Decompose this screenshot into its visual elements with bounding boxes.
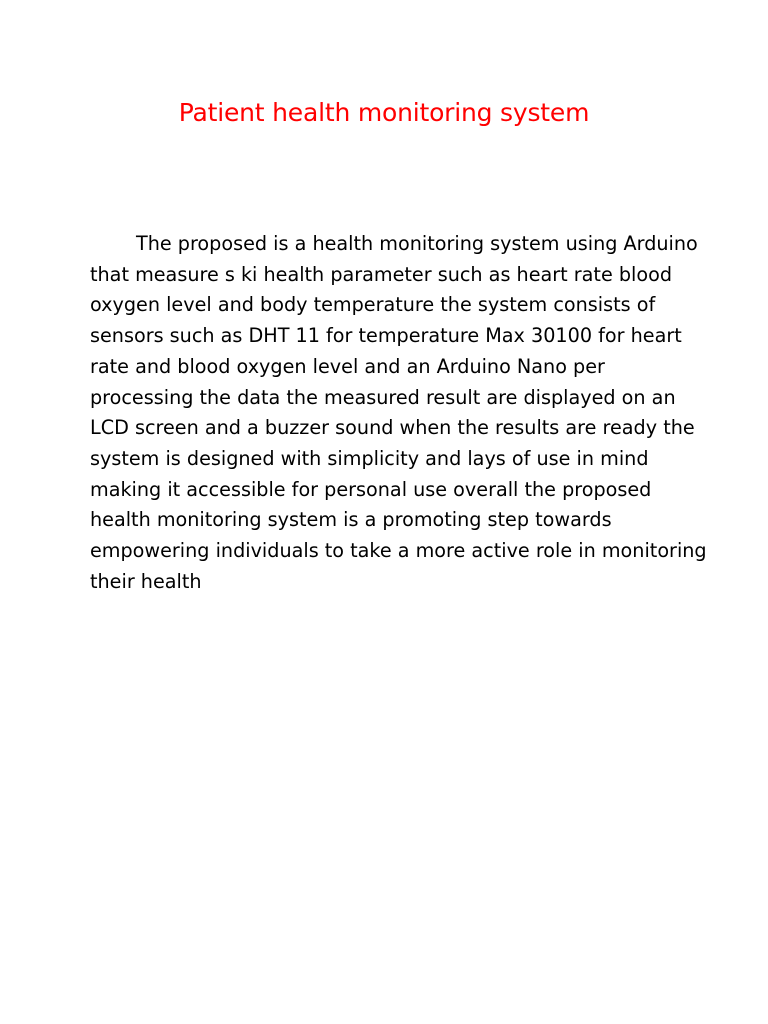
document-title: Patient health monitoring system <box>178 98 590 127</box>
body-line: making it accessible for personal use overall the proposed <box>90 477 652 501</box>
document-body-paragraph <box>90 229 707 597</box>
body-line: LCD screen and a buzzer sound when the results are ready the <box>90 416 695 440</box>
body-line: their health <box>90 569 202 593</box>
body-line: health monitoring system is a promoting step towards <box>90 508 612 532</box>
body-line: sensors such as DHT 11 for temperature Max 30100 for heart <box>90 324 682 348</box>
body-line: processing the data the measured result are displayed on an <box>90 385 676 409</box>
body-line: system is designed with simplicity and lays of use in mind <box>90 446 649 470</box>
body-line: rate and blood oxygen level and an Arduino Nano per <box>90 354 605 378</box>
body-line: that measure s ki health parameter such as heart rate blood <box>90 262 673 286</box>
body-line: empowering individuals to take a more active role in monitoring <box>90 539 707 563</box>
body-line: The proposed is a health monitoring system using Arduino <box>136 232 698 255</box>
body-line: oxygen level and body temperature the system consists of <box>90 293 656 317</box>
